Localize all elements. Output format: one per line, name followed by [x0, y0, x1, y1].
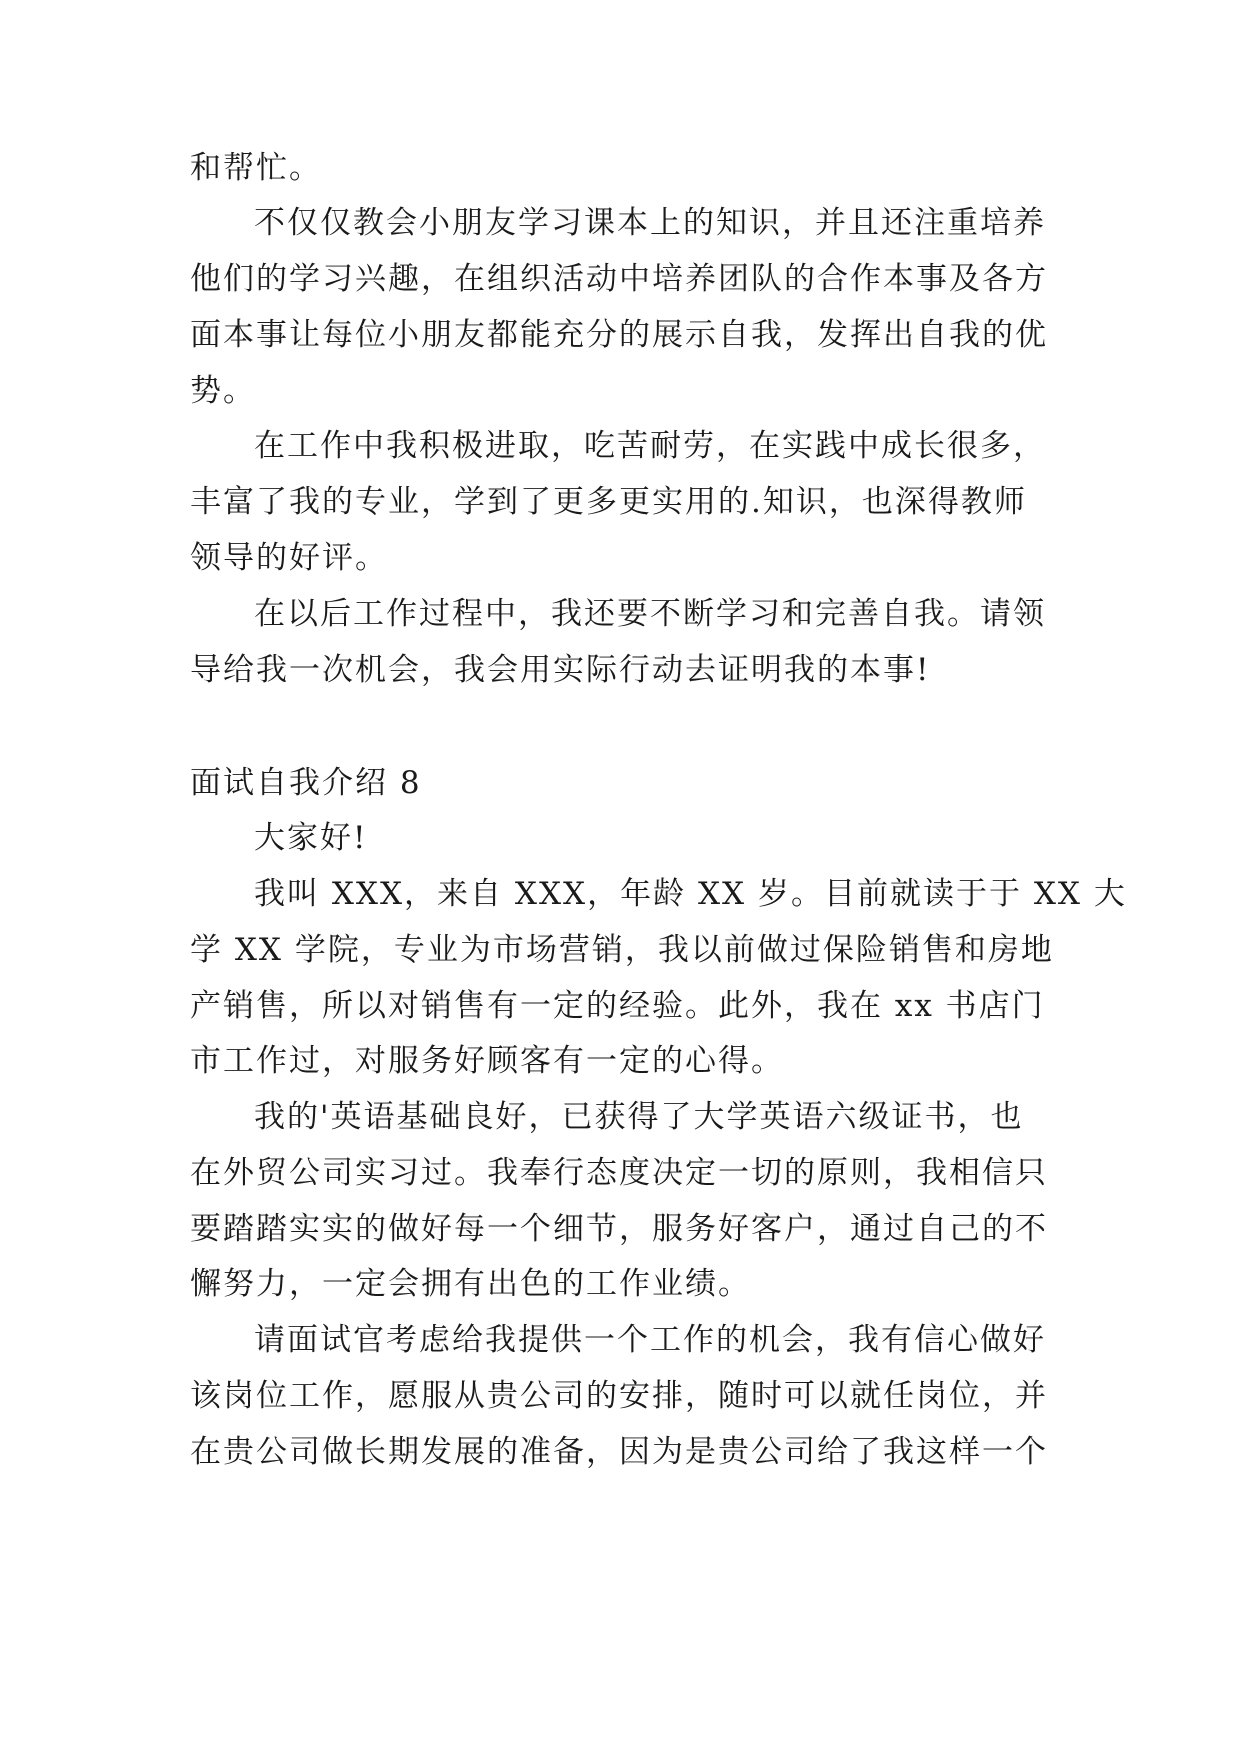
paragraph-line: 势。 — [190, 373, 256, 409]
section-heading: 面试自我介绍 8 — [190, 765, 422, 801]
paragraph-line: 我叫 XXX，来自 XXX，年龄 XX 岁。目前就读于于 XX 大 — [254, 876, 1127, 912]
paragraph-line: 面本事让每位小朋友都能充分的展示自我，发挥出自我的优 — [190, 317, 1048, 353]
paragraph-line: 学 XX 学院，专业为市场营销，我以前做过保险销售和房地 — [190, 932, 1054, 968]
paragraph-line: 导给我一次机会，我会用实际行动去证明我的本事! — [190, 652, 931, 688]
paragraph-line: 市工作过，对服务好顾客有一定的心得。 — [190, 1043, 784, 1079]
paragraph-line: 请面试官考虑给我提供一个工作的机会，我有信心做好 — [254, 1322, 1046, 1358]
paragraph-line: 在以后工作过程中，我还要不断学习和完善自我。请领 — [254, 596, 1046, 632]
paragraph-line: 该岗位工作，愿服从贵公司的安排，随时可以就任岗位，并 — [190, 1378, 1048, 1414]
paragraph-line: 产销售，所以对销售有一定的经验。此外，我在 xx 书店门 — [190, 988, 1045, 1024]
paragraph-line: 大家好! — [254, 820, 368, 856]
paragraph-line: 在外贸公司实习过。我奉行态度决定一切的原则，我相信只 — [190, 1155, 1048, 1191]
paragraph-line: 不仅仅教会小朋友学习课本上的知识，并且还注重培养 — [254, 205, 1046, 241]
paragraph-line: 我的'英语基础良好，已获得了大学英语六级证书，也 — [254, 1099, 1024, 1135]
paragraph-line: 在工作中我积极进取，吃苦耐劳，在实践中成长很多， — [254, 428, 1046, 464]
paragraph-line: 他们的学习兴趣，在组织活动中培养团队的合作本事及各方 — [190, 261, 1048, 297]
paragraph-line: 和帮忙。 — [190, 150, 322, 186]
paragraph-line: 懈努力，一定会拥有出色的工作业绩。 — [190, 1266, 751, 1302]
paragraph-line: 领导的好评。 — [190, 540, 388, 576]
paragraph-line: 丰富了我的专业，学到了更多更实用的.知识，也深得教师 — [190, 484, 1027, 520]
paragraph-line: 在贵公司做长期发展的准备，因为是贵公司给了我这样一个 — [190, 1434, 1048, 1470]
paragraph-line: 要踏踏实实的做好每一个细节，服务好客户，通过自己的不 — [190, 1211, 1048, 1247]
